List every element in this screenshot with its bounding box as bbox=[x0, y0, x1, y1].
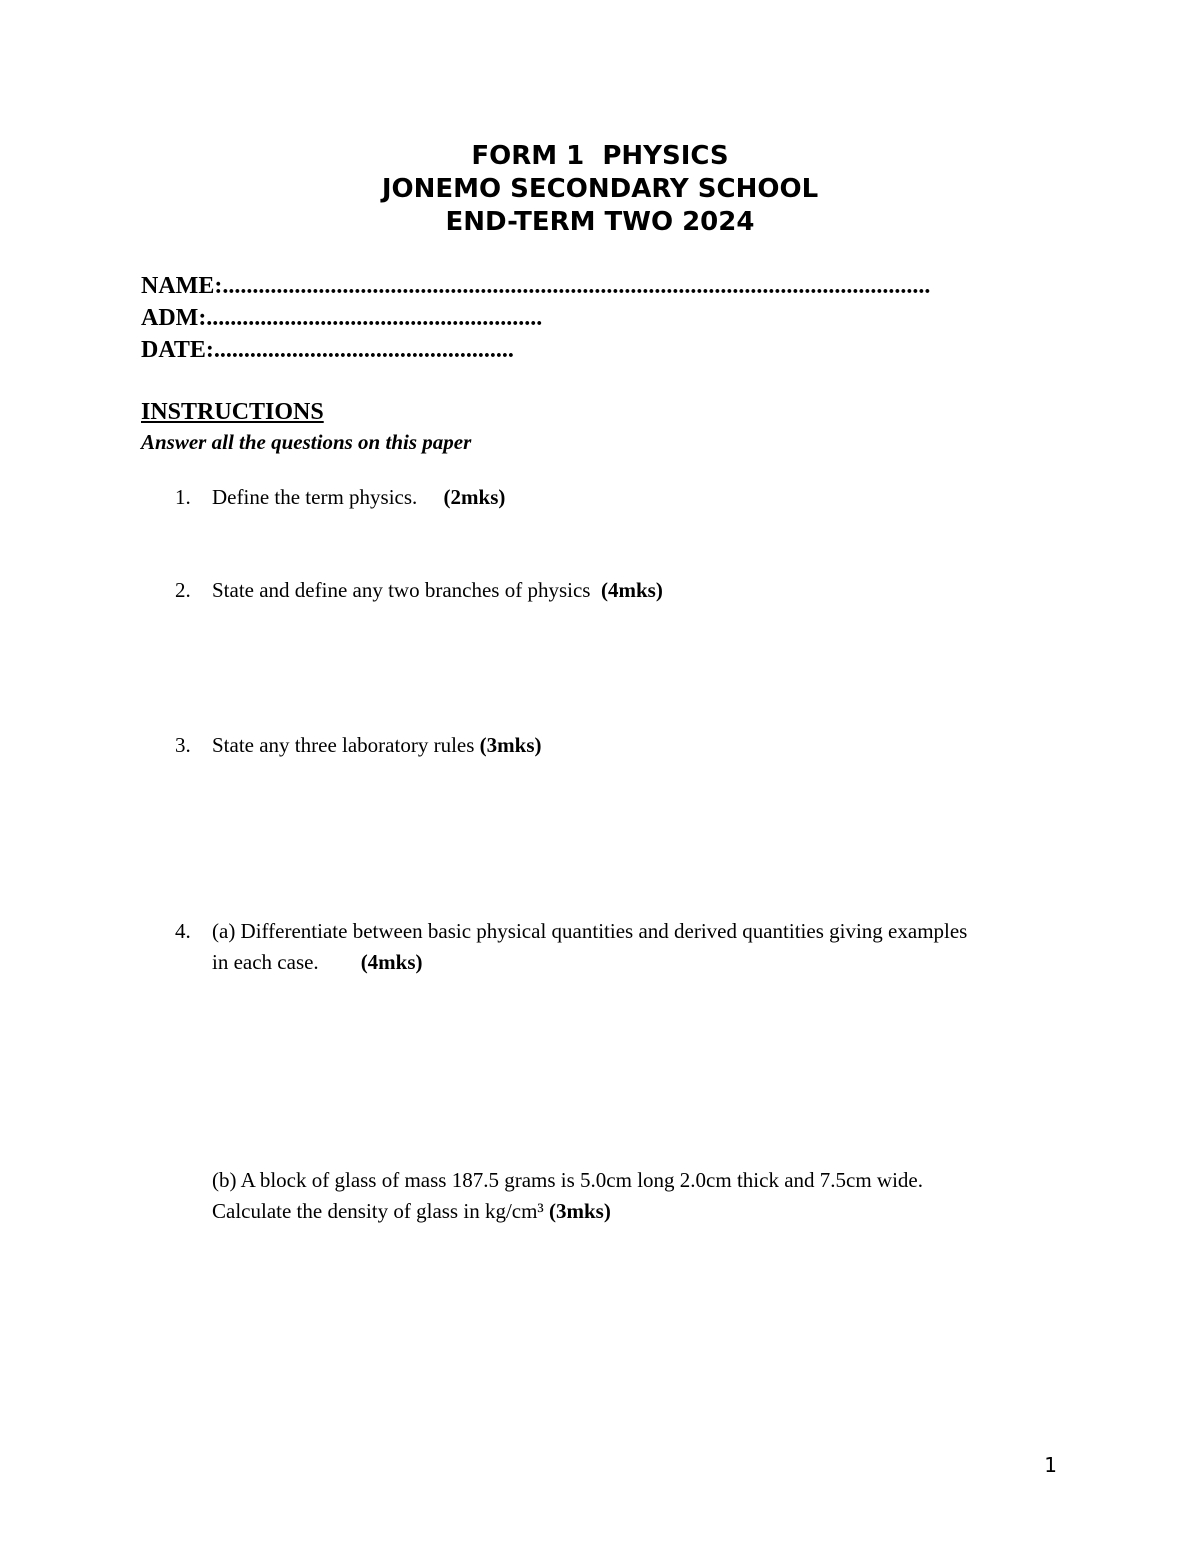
header-form-subject: FORM 1 PHYSICS bbox=[471, 141, 729, 171]
instructions-text: Answer all the questions on this paper bbox=[141, 430, 472, 454]
question-text-line-2-wrap bbox=[212, 947, 967, 978]
question-text-line-1: (b) A block of glass of mass 187.5 grams is 5.0cm long 2.0cm thick and 7.5cm wide. bbox=[212, 1168, 923, 1192]
instructions-title: INSTRUCTIONS bbox=[141, 399, 324, 425]
date-field: DATE:.................................................. bbox=[141, 337, 514, 363]
question-marks: (2mks) bbox=[443, 485, 506, 509]
adm-field: ADM:........................................................ bbox=[141, 305, 543, 331]
question-4b bbox=[212, 1165, 923, 1227]
question-marks: (3mks) bbox=[479, 733, 542, 757]
question-body bbox=[212, 482, 505, 513]
question-text: State any three laboratory rules bbox=[212, 733, 480, 757]
question-number: 4. bbox=[175, 919, 191, 943]
name-field: NAME:...................................................................................................................... bbox=[141, 273, 931, 299]
question-text-line-2: in each case. bbox=[212, 950, 361, 974]
question-marks: (4mks) bbox=[360, 950, 423, 974]
question-body bbox=[212, 916, 967, 978]
header-school-name: JONEMO SECONDARY SCHOOL bbox=[381, 174, 819, 204]
question-text: Define the term physics. bbox=[212, 485, 444, 509]
question-number: 2. bbox=[175, 578, 191, 602]
student-details bbox=[141, 270, 930, 366]
question-body bbox=[212, 575, 663, 606]
header-exam-term: END-TERM TWO 2024 bbox=[445, 207, 755, 237]
question-marks: (4mks) bbox=[600, 578, 663, 602]
exam-header bbox=[0, 140, 1200, 239]
question-number: 1. bbox=[175, 485, 191, 509]
question-text-line-1: (a) Differentiate between basic physical quantities and derived quantities giving examples bbox=[212, 919, 968, 943]
question-text: State and define any two branches of physics bbox=[212, 578, 601, 602]
question-number: 3. bbox=[175, 733, 191, 757]
question-text-line-2-wrap bbox=[212, 1196, 923, 1227]
question-text-line-2: Calculate the density of glass in kg/cm³ bbox=[212, 1199, 549, 1223]
question-marks: (3mks) bbox=[548, 1199, 611, 1223]
question-body bbox=[212, 730, 542, 761]
page-number: 1 bbox=[1044, 1453, 1057, 1477]
